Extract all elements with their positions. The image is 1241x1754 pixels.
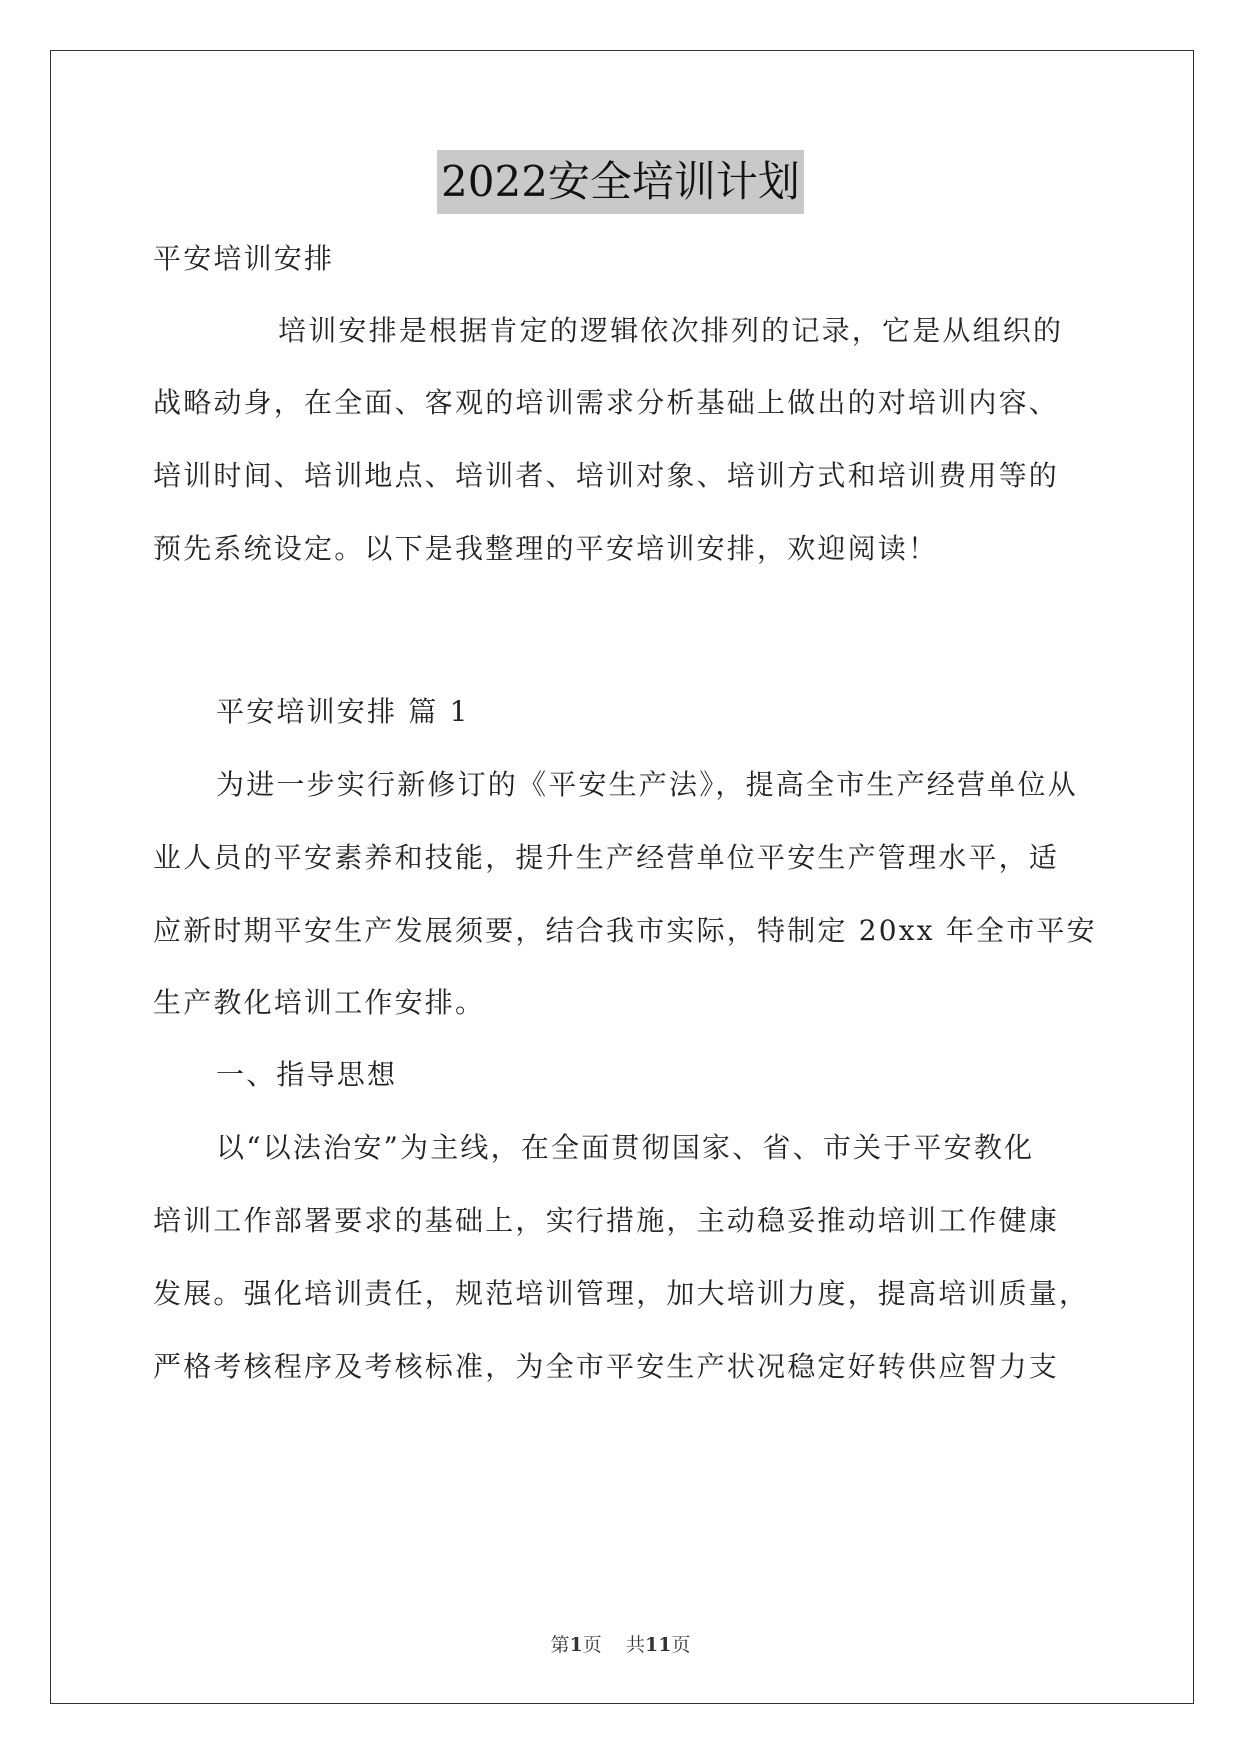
paragraph-1-line-1: 为进一步实行新修订的《平安生产法》，提高全市生产经营单位从: [216, 768, 1078, 801]
footer-total-pages: 11: [644, 1634, 672, 1656]
paragraph-2-line-3: 发展。强化培训责任，规范培训管理，加大培训力度，提高培训质量，: [153, 1277, 1090, 1310]
paragraph-2-line-1: 以“以法治安”为主线，在全面贯彻国家、省、市关于平安教化: [216, 1131, 1035, 1164]
document-title: 2022安全培训计划: [437, 150, 804, 214]
plan-heading: 平安培训安排: [153, 242, 335, 275]
page-footer: [0, 1632, 1241, 1658]
intro-line-2: 战略动身，在全面、客观的培训需求分析基础上做出的对培训内容、: [153, 386, 1060, 419]
footer-total-prefix: 共: [625, 1634, 645, 1656]
footer-page-number: 1: [569, 1634, 583, 1656]
intro-line-3: 培训时间、培训地点、培训者、培训对象、培训方式和培训费用等的: [153, 459, 1060, 492]
paragraph-2-line-4: 严格考核程序及考核标准，为全市平安生产状况稳定好转供应智力支: [153, 1350, 1060, 1383]
section-title: 平安培训安排 篇 1: [216, 695, 470, 728]
guiding-ideology-heading: 一、指导思想: [216, 1058, 398, 1091]
paragraph-1-line-2: 业人员的平安素养和技能，提升生产经营单位平安生产管理水平，适: [153, 841, 1060, 874]
footer-page-suffix: 页: [582, 1634, 602, 1656]
intro-line-4: 预先系统设定。以下是我整理的平安培训安排，欢迎阅读！: [153, 532, 939, 565]
paragraph-1-line-3: 应新时期平安生产发展须要，结合我市实际，特制定 20xx 年全市平安: [153, 914, 1097, 947]
title-container: [0, 150, 1241, 214]
intro-line-1: 培训安排是根据肯定的逻辑依次排列的记录，它是从组织的: [278, 314, 1064, 347]
paragraph-2-line-2: 培训工作部署要求的基础上，实行措施，主动稳妥推动培训工作健康: [153, 1204, 1060, 1237]
paragraph-1-line-4: 生产教化培训工作安排。: [153, 986, 486, 1019]
footer-total-suffix: 页: [671, 1634, 691, 1656]
footer-prefix: 第: [550, 1634, 570, 1656]
